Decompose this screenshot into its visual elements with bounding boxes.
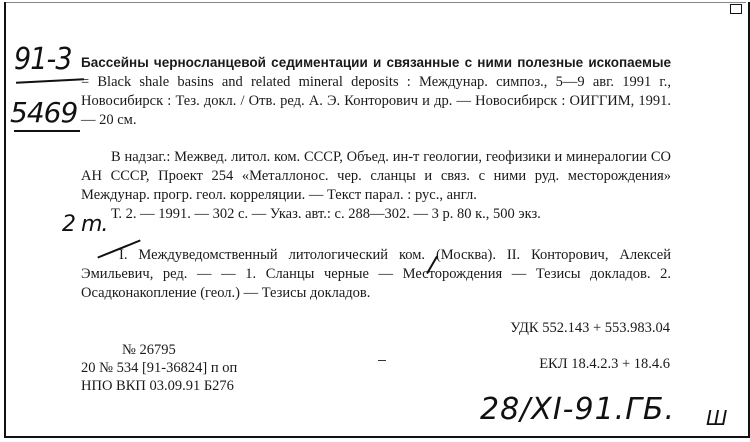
main-entry [81,53,671,130]
note-text: В надзаг.: Межвед. литол. ком. СССР, Объед. ин-т геологии, геофизики и минералогии СО АН СССР, Проект 254 «Металлонос. чер. сланцы и связ. с ними руд. месторождения» Междунар. прогр. геол. корреляции. — Текст парал. : рус., англ. [81,149,671,203]
handwritten-inventory-number: 5469 [10,96,78,129]
registry-block [81,359,237,395]
top-border [6,2,746,3]
registry-line-1: 20 № 534 [91-36824] п оп [81,360,238,376]
handwritten-call-number: 91-3 [14,42,72,77]
call-number-underline [16,78,84,84]
title: Бассейны черносланцевой седиментации и связанные с ними полезные ископаемые [81,55,671,70]
handwritten-copies-note: 2 m. [62,212,108,237]
catalog-card [4,2,750,438]
inventory-number-underline [14,130,80,132]
corner-mark [730,4,742,14]
accession-number: № 26795 [122,342,176,358]
general-note [81,148,671,224]
subject-headings: I. Междуведомственный литологический ком. (Москва). II. Конторович, Алексей Эмильевич, ред. — — 1. Сланцы черные — Месторождения — Тезисы докладов. 2. Осадконакопление (геол.) — Тезисы докладов. [81,247,671,301]
title-rest: = Black shale basins and related mineral deposits : Междунар. симпоз., 5—9 авг. 1991 г., Новосибирск : Тез. докл. / Отв. ред. А. Э. Конторович и др. — Новосибирск : ОИГГИМ, 1991. — 20 см. [81,74,671,128]
ekl-code: ЕКЛ 18.4.2.3 + 18.4.6 [539,356,670,372]
physical-description: Т. 2. — 1991. — 302 с. — Указ. авт.: с. 288—302. — 3 р. 80 к., 500 экз. [111,206,541,222]
dash-mark [378,360,386,361]
handwritten-signature: Ш [706,406,727,430]
registry-line-2: НПО ВКП 03.09.91 Б276 [81,378,234,394]
udk-code: УДК 552.143 + 553.983.04 [510,320,670,336]
handwritten-date: 28/XI-91.ГБ. [480,392,676,427]
